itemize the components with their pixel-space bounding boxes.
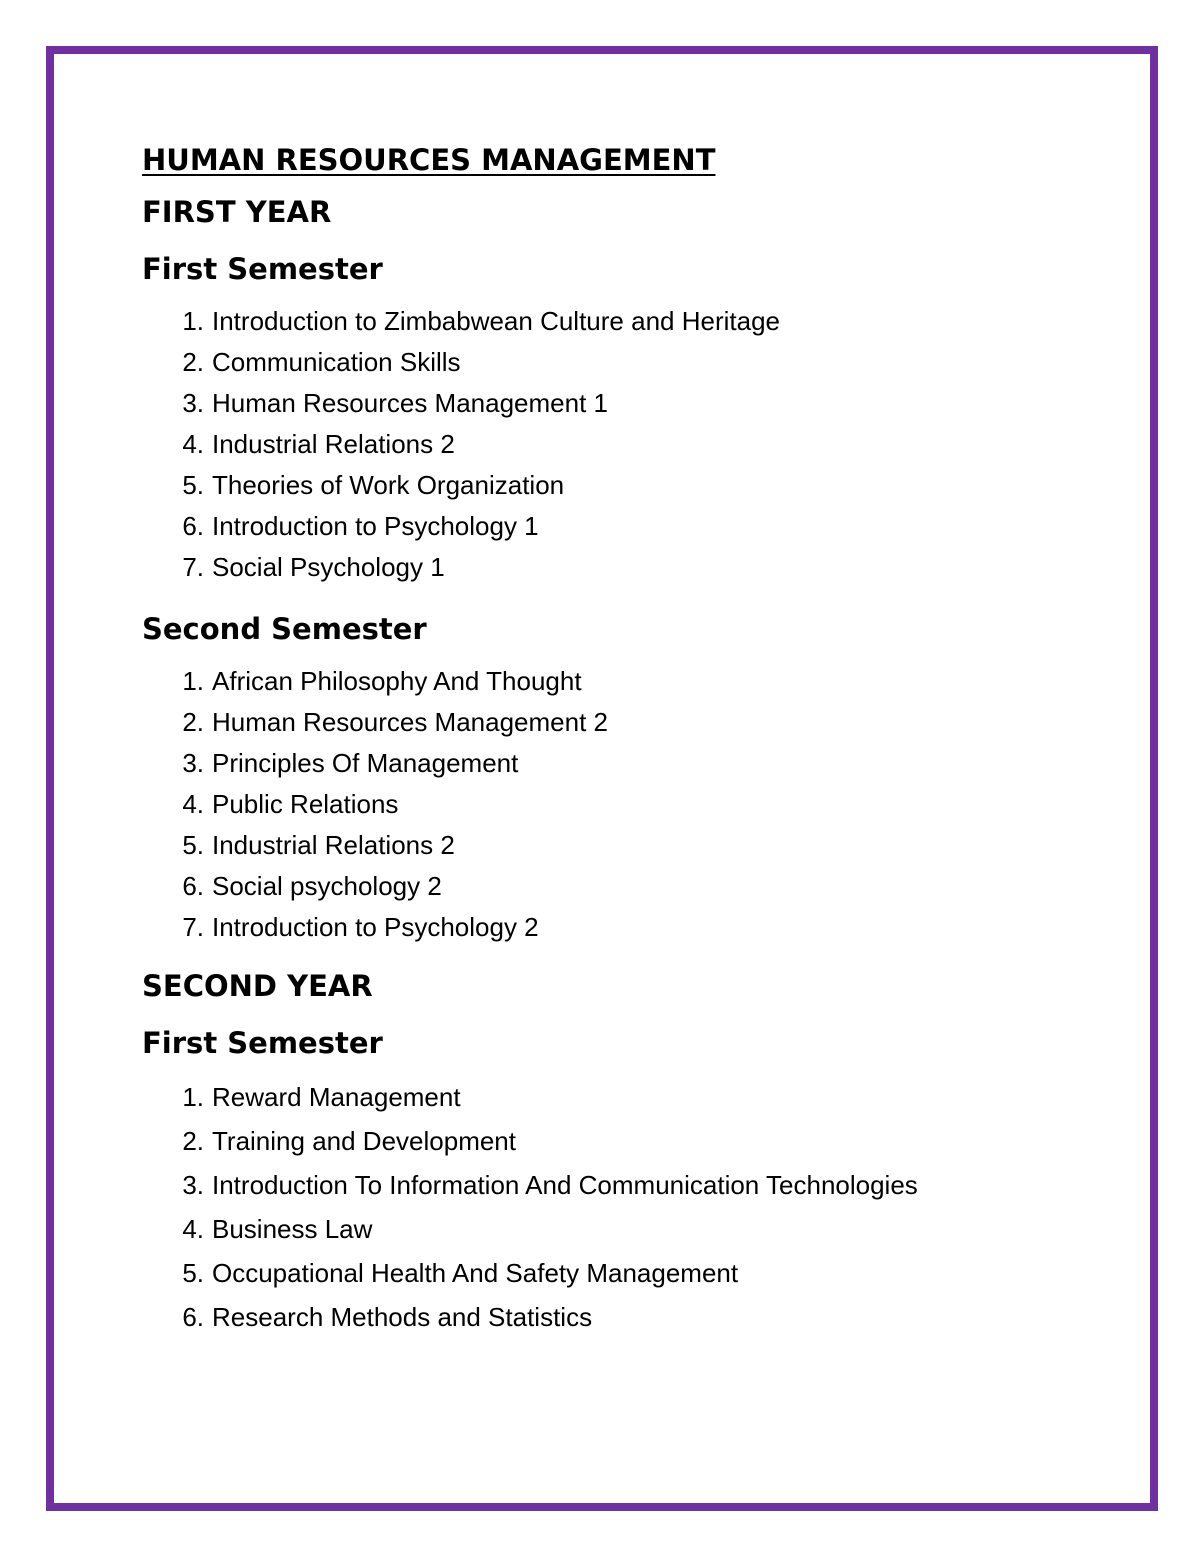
list-item	[142, 506, 1102, 547]
course-name: Industrial Relations 2	[212, 830, 455, 860]
list-item	[142, 702, 1102, 743]
course-list-y2-s1	[142, 1075, 1102, 1339]
course-name: Business Law	[212, 1214, 373, 1244]
course-name: Introduction To Information And Communication Technologies	[212, 1170, 918, 1200]
list-number: 6.	[182, 511, 204, 541]
list-item	[142, 424, 1102, 465]
list-number: 2.	[182, 347, 204, 377]
semester-heading-y1-s1: First Semester	[142, 252, 383, 286]
list-number: 1.	[182, 306, 204, 336]
list-item	[142, 1295, 1102, 1339]
list-number: 5.	[182, 1258, 204, 1288]
list-number: 1.	[182, 666, 204, 696]
year-heading-second: SECOND YEAR	[142, 969, 373, 1003]
list-item	[142, 743, 1102, 784]
list-number: 3.	[182, 1170, 204, 1200]
list-item	[142, 465, 1102, 506]
course-name: Public Relations	[212, 789, 399, 819]
course-name: African Philosophy And Thought	[212, 666, 582, 696]
list-number: 5.	[182, 830, 204, 860]
course-name: Human Resources Management 1	[212, 388, 608, 418]
course-name: Occupational Health And Safety Management	[212, 1258, 739, 1288]
course-name: Communication Skills	[212, 347, 461, 377]
document-content	[142, 138, 1102, 1339]
list-item	[142, 301, 1102, 342]
course-list-y1-s2	[142, 661, 1102, 948]
list-number: 3.	[182, 748, 204, 778]
course-name: Introduction to Psychology 1	[212, 511, 539, 541]
semester-heading-y2-s1: First Semester	[142, 1026, 383, 1060]
list-item	[142, 784, 1102, 825]
course-name: Introduction to Psychology 2	[212, 912, 539, 942]
course-name: Social psychology 2	[212, 871, 442, 901]
list-number: 2.	[182, 707, 204, 737]
year-heading-first: FIRST YEAR	[142, 195, 332, 229]
list-number: 4.	[182, 429, 204, 459]
course-name: Reward Management	[212, 1082, 461, 1112]
course-name: Theories of Work Organization	[212, 470, 565, 500]
list-item	[142, 907, 1102, 948]
list-item	[142, 1207, 1102, 1251]
list-number: 5.	[182, 470, 204, 500]
list-number: 7.	[182, 912, 204, 942]
course-name: Training and Development	[212, 1126, 516, 1156]
list-item	[142, 1163, 1102, 1207]
list-item	[142, 1075, 1102, 1119]
list-number: 7.	[182, 552, 204, 582]
list-number: 3.	[182, 388, 204, 418]
course-name: Industrial Relations 2	[212, 429, 455, 459]
document-title: HUMAN RESOURCES MANAGEMENT	[142, 143, 716, 177]
list-number: 4.	[182, 1214, 204, 1244]
course-name: Introduction to Zimbabwean Culture and Heritage	[212, 306, 780, 336]
list-number: 4.	[182, 789, 204, 819]
list-item	[142, 547, 1102, 588]
list-number: 6.	[182, 1302, 204, 1332]
semester-heading-y1-s2: Second Semester	[142, 612, 427, 646]
list-item	[142, 342, 1102, 383]
course-name: Social Psychology 1	[212, 552, 445, 582]
list-number: 2.	[182, 1126, 204, 1156]
list-item	[142, 383, 1102, 424]
list-item	[142, 661, 1102, 702]
list-item	[142, 825, 1102, 866]
list-item	[142, 1251, 1102, 1295]
list-item	[142, 866, 1102, 907]
course-name: Principles Of Management	[212, 748, 519, 778]
course-name: Human Resources Management 2	[212, 707, 608, 737]
list-number: 6.	[182, 871, 204, 901]
course-name: Research Methods and Statistics	[212, 1302, 593, 1332]
course-list-y1-s1	[142, 301, 1102, 588]
list-item	[142, 1119, 1102, 1163]
list-number: 1.	[182, 1082, 204, 1112]
